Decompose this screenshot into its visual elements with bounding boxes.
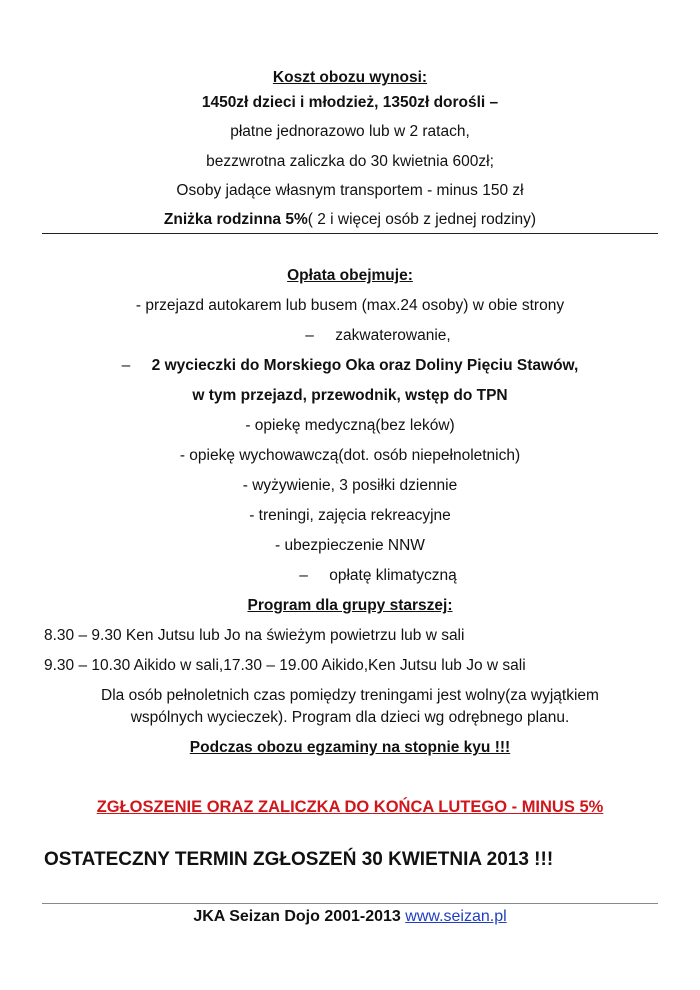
includes-item-trips <box>0 356 700 376</box>
program-heading: Program dla grupy starszej: <box>247 597 453 614</box>
footer-website-link[interactable]: www.seizan.pl <box>405 908 507 925</box>
includes-item-accommodation <box>28 326 700 346</box>
program-note-2: wspólnych wycieczek). Program dla dzieci wg odrębnego planu. <box>130 709 570 726</box>
divider-bottom <box>42 903 658 904</box>
program-line-2: 9.30 – 10.30 Aikido w sali,17.30 – 19.00 Aikido,Ken Jutsu lub Jo w sali <box>44 657 526 674</box>
dash-bullet: – <box>305 327 314 344</box>
includes-item-care: - opiekę wychowawczą(dot. osób niepełnoletnich) <box>179 447 521 464</box>
includes-item-climate-fee <box>28 566 700 586</box>
deadline-notice: OSTATECZNY TERMIN ZGŁOSZEŃ 30 KWIETNIA 2013 !!! <box>44 849 554 870</box>
promo-notice: ZGŁOSZENIE ORAZ ZALICZKA DO KOŃCA LUTEGO - MINUS 5% <box>96 798 604 816</box>
includes-item-insurance: - ubezpieczenie NNW <box>275 537 425 554</box>
includes-item-trips-detail: w tym przejazd, przewodnik, wstęp do TPN <box>192 387 508 404</box>
cost-deposit: bezzwrotna zaliczka do 30 kwietnia 600zł; <box>206 153 494 170</box>
program-line-1: 8.30 – 9.30 Ken Jutsu lub Jo na świeżym powietrzu lub w sali <box>44 627 465 644</box>
includes-heading: Opłata obejmuje: <box>287 267 413 284</box>
includes-item-meals: - wyżywienie, 3 posiłki dziennie <box>242 477 458 494</box>
includes-item-transport: - przejazd autokarem lub busem (max.24 osoby) w obie strony <box>135 297 565 314</box>
cost-heading: Koszt obozu wynosi: <box>272 69 428 86</box>
program-exams: Podczas obozu egzaminy na stopnie kyu !!! <box>189 739 511 756</box>
family-discount-label: Zniżka rodzinna 5% <box>163 211 308 228</box>
cost-own-transport: Osoby jadące własnym transportem - minus 150 zł <box>176 182 524 199</box>
dash-bullet: – <box>121 357 131 374</box>
includes-item-text: zakwaterowanie, <box>335 327 451 344</box>
family-discount-detail: ( 2 i więcej osób z jednej rodziny) <box>307 211 537 228</box>
includes-item-text: 2 wycieczki do Morskiego Oka oraz Doliny Pięciu Stawów, <box>151 357 579 374</box>
includes-item-trainings: - treningi, zajęcia rekreacyjne <box>249 507 451 524</box>
includes-item-text: opłatę klimatyczną <box>329 567 457 584</box>
program-note-1: Dla osób pełnoletnich czas pomiędzy treningami jest wolny(za wyjątkiem <box>101 687 599 704</box>
dash-bullet: – <box>299 567 308 584</box>
cost-payment: płatne jednorazowo lub w 2 ratach, <box>230 123 470 140</box>
footer-org: JKA Seizan Dojo 2001-2013 <box>193 908 406 925</box>
cost-family-discount <box>0 210 700 230</box>
includes-item-medical: - opiekę medyczną(bez leków) <box>245 417 455 434</box>
divider-top <box>42 233 658 234</box>
cost-price: 1450zł dzieci i młodzież, 1350zł dorośli – <box>201 94 499 111</box>
footer <box>0 907 700 927</box>
